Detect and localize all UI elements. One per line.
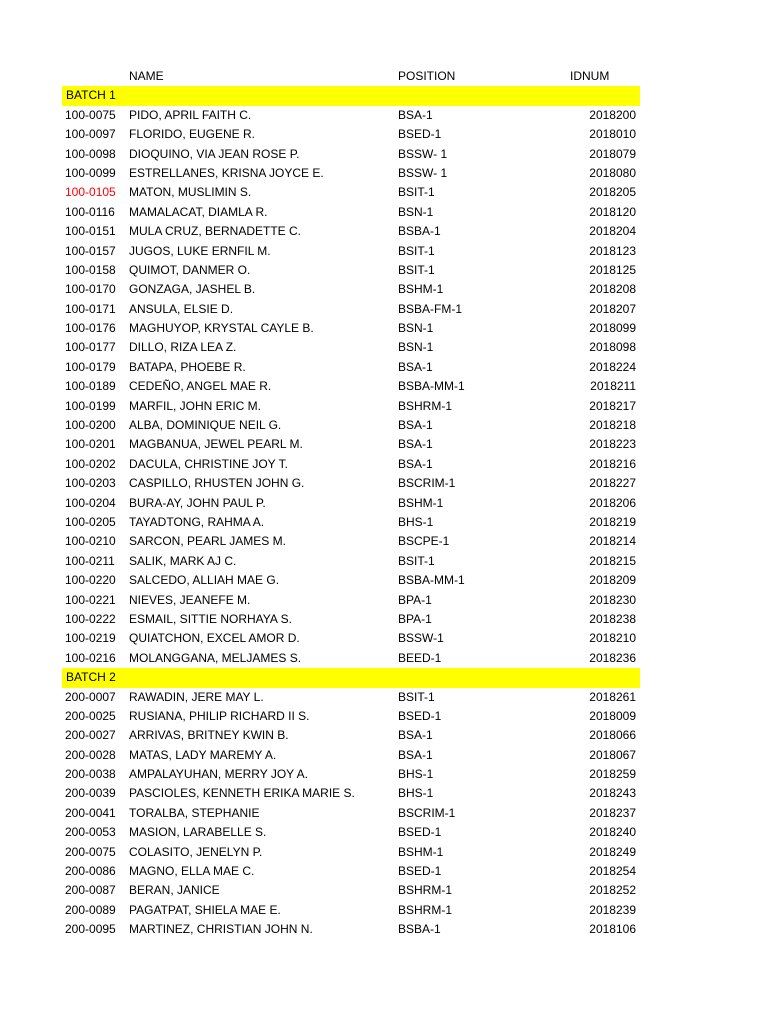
student-name-cell: DACULA, CHRISTINE JOY T.	[129, 456, 288, 471]
student-name-cell: MARFIL, JOHN ERIC M.	[129, 398, 262, 413]
student-name-cell: MASION, LARABELLE S.	[129, 825, 267, 840]
table-row	[62, 765, 640, 784]
student-code-cell: 100-0170	[65, 282, 116, 297]
student-code-cell: 100-0220	[65, 573, 116, 588]
student-code-cell: 200-0007	[65, 689, 116, 704]
position-cell: BSHRM-1	[398, 902, 453, 917]
idnum-cell: 2018218	[589, 418, 636, 433]
student-name-cell: MOLANGGANA, MELJAMES S.	[129, 650, 302, 665]
idnum-cell: 2018123	[589, 243, 636, 258]
position-cell: BSA-1	[398, 747, 433, 762]
idnum-cell: 2018215	[589, 553, 636, 568]
student-list-sheet	[62, 67, 640, 940]
position-cell: BEED-1	[398, 650, 442, 665]
idnum-cell: 2018209	[589, 573, 636, 588]
table-row	[62, 203, 640, 222]
position-cell: BSA-1	[398, 456, 433, 471]
student-code-cell: 100-0219	[65, 631, 116, 646]
table-row	[62, 435, 640, 454]
table-row	[62, 106, 640, 125]
student-code-cell: 200-0053	[65, 825, 116, 840]
position-cell: BSED-1	[398, 864, 442, 879]
student-code-cell: 200-0028	[65, 747, 116, 762]
table-row	[62, 823, 640, 842]
table-row	[62, 319, 640, 338]
position-cell: BSIT-1	[398, 553, 435, 568]
batch-header: BATCH 2	[62, 668, 640, 687]
idnum-cell: 2018236	[589, 650, 636, 665]
student-code-cell: 100-0189	[65, 379, 116, 394]
table-row	[62, 242, 640, 261]
position-cell: BSA-1	[398, 437, 433, 452]
student-code-cell: 100-0151	[65, 224, 116, 239]
position-cell: BSED-1	[398, 825, 442, 840]
idnum-cell: 2018254	[589, 864, 636, 879]
table-row	[62, 183, 640, 202]
student-name-cell: DILLO, RIZA LEA Z.	[129, 340, 237, 355]
table-row	[62, 300, 640, 319]
student-code-cell: 100-0098	[65, 146, 116, 161]
idnum-cell: 2018079	[589, 146, 636, 161]
column-header-row	[62, 67, 640, 86]
position-cell: BSHM-1	[398, 282, 444, 297]
student-code-cell: 100-0211	[65, 553, 115, 568]
student-name-cell: SALIK, MARK AJ C.	[129, 553, 237, 568]
student-name-cell: ALBA, DOMINIQUE NEIL G.	[129, 418, 282, 433]
position-cell: BSHRM-1	[398, 398, 453, 413]
table-row	[62, 455, 640, 474]
idnum-cell: 2018120	[589, 204, 636, 219]
student-code-cell: 100-0176	[65, 321, 116, 336]
student-code-cell: 100-0105	[65, 185, 116, 200]
table-row	[62, 416, 640, 435]
table-row	[62, 513, 640, 532]
idnum-cell: 2018217	[589, 398, 636, 413]
idnum-cell: 2018239	[589, 902, 636, 917]
position-cell: BHS-1	[398, 514, 434, 529]
student-code-cell: 100-0204	[65, 495, 116, 510]
position-cell: BSCPE-1	[398, 534, 450, 549]
student-name-cell: PAGATPAT, SHIELA MAE E.	[129, 902, 281, 917]
student-code-cell: 100-0199	[65, 398, 116, 413]
idnum-cell: 2018125	[589, 262, 636, 277]
position-cell: BSBA-1	[398, 224, 441, 239]
student-name-cell: PASCIOLES, KENNETH ERIKA MARIE S.	[129, 786, 355, 801]
table-row	[62, 358, 640, 377]
student-name-cell: BATAPA, PHOEBE R.	[129, 359, 246, 374]
student-code-cell: 200-0041	[65, 805, 116, 820]
position-cell: BHS-1	[398, 767, 434, 782]
student-name-cell: CASPILLO, RHUSTEN JOHN G.	[129, 476, 305, 491]
idnum-cell: 2018237	[589, 805, 636, 820]
student-name-cell: AMPALAYUHAN, MERRY JOY A.	[129, 767, 308, 782]
student-code-cell: 200-0038	[65, 767, 116, 782]
table-row	[62, 707, 640, 726]
table-row	[62, 649, 640, 668]
student-name-cell: DIOQUINO, VIA JEAN ROSE P.	[129, 146, 300, 161]
idnum-cell: 2018216	[589, 456, 636, 471]
table-row	[62, 571, 640, 590]
student-name-cell: MAGBANUA, JEWEL PEARL M.	[129, 437, 303, 452]
position-cell: BHS-1	[398, 786, 434, 801]
student-code-cell: 100-0202	[65, 456, 116, 471]
student-name-cell: QUIATCHON, EXCEL AMOR D.	[129, 631, 300, 646]
position-column-header: POSITION	[398, 69, 456, 83]
table-row	[62, 920, 640, 939]
table-row	[62, 804, 640, 823]
student-name-cell: NIEVES, JEANEFE M.	[129, 592, 251, 607]
student-name-cell: COLASITO, JENELYN P.	[129, 844, 263, 859]
table-row	[62, 862, 640, 881]
student-name-cell: CEDEÑO, ANGEL MAE R.	[129, 379, 272, 394]
table-row	[62, 881, 640, 900]
student-code-cell: 200-0087	[65, 883, 116, 898]
position-cell: BSSW- 1	[398, 146, 448, 161]
idnum-cell: 2018066	[589, 728, 636, 743]
table-row	[62, 901, 640, 920]
idnum-cell: 2018009	[589, 708, 636, 723]
student-code-cell: 100-0171	[65, 301, 116, 316]
idnum-cell: 2018214	[589, 534, 636, 549]
table-row	[62, 532, 640, 551]
student-name-cell: ANSULA, ELSIE D.	[129, 301, 234, 316]
student-code-cell: 100-0158	[65, 262, 116, 277]
student-code-cell: 100-0200	[65, 418, 116, 433]
student-name-cell: RUSIANA, PHILIP RICHARD II S.	[129, 708, 310, 723]
student-code-cell: 100-0157	[65, 243, 116, 258]
student-name-cell: TAYADTONG, RAHMA A.	[129, 514, 265, 529]
position-cell: BSBA-MM-1	[398, 573, 465, 588]
student-name-cell: MULA CRUZ, BERNADETTE C.	[129, 224, 302, 239]
position-cell: BSED-1	[398, 127, 442, 142]
position-cell: BSIT-1	[398, 243, 435, 258]
position-cell: BSN-1	[398, 321, 434, 336]
idnum-cell: 2018249	[589, 844, 636, 859]
idnum-cell: 2018240	[589, 825, 636, 840]
position-cell: BSHM-1	[398, 844, 444, 859]
position-cell: BSCRIM-1	[398, 476, 456, 491]
idnum-cell: 2018259	[589, 767, 636, 782]
student-code-cell: 200-0027	[65, 728, 116, 743]
student-name-cell: SARCON, PEARL JAMES M.	[129, 534, 286, 549]
position-cell: BSSW-1	[398, 631, 444, 646]
position-cell: BSA-1	[398, 107, 433, 122]
batch-header: BATCH 1	[62, 86, 640, 105]
student-code-cell: 100-0210	[65, 534, 116, 549]
idnum-cell: 2018224	[589, 359, 636, 374]
student-name-cell: MATAS, LADY MAREMY A.	[129, 747, 277, 762]
idnum-cell: 2018205	[589, 185, 636, 200]
student-code-cell: 100-0177	[65, 340, 116, 355]
student-name-cell: ESMAIL, SITTIE NORHAYA S.	[129, 611, 292, 626]
idnum-cell: 2018207	[589, 301, 636, 316]
table-row	[62, 629, 640, 648]
table-row	[62, 688, 640, 707]
rows-container	[62, 86, 640, 939]
table-row	[62, 125, 640, 144]
student-name-cell: ARRIVAS, BRITNEY KWIN B.	[129, 728, 289, 743]
student-name-cell: JUGOS, LUKE ERNFIL M.	[129, 243, 271, 258]
student-name-cell: FLORIDO, EUGENE R.	[129, 127, 256, 142]
student-code-cell: 100-0116	[65, 204, 115, 219]
student-code-cell: 200-0095	[65, 922, 116, 937]
position-cell: BSA-1	[398, 418, 433, 433]
table-row	[62, 784, 640, 803]
student-code-cell: 100-0203	[65, 476, 116, 491]
student-name-cell: TORALBA, STEPHANIE	[129, 805, 260, 820]
student-code-cell: 100-0097	[65, 127, 116, 142]
idnum-cell: 2018219	[589, 514, 636, 529]
student-code-cell: 200-0075	[65, 844, 116, 859]
student-name-cell: BERAN, JANICE	[129, 883, 220, 898]
student-code-cell: 200-0025	[65, 708, 116, 723]
position-cell: BSED-1	[398, 708, 442, 723]
table-row	[62, 552, 640, 571]
position-cell: BSA-1	[398, 728, 433, 743]
position-cell: BSN-1	[398, 340, 434, 355]
table-row	[62, 610, 640, 629]
student-code-cell: 200-0086	[65, 864, 116, 879]
idnum-cell: 2018200	[589, 107, 636, 122]
student-code-cell: 100-0205	[65, 514, 116, 529]
idnum-cell: 2018230	[589, 592, 636, 607]
table-row	[62, 726, 640, 745]
student-name-cell: GONZAGA, JASHEL B.	[129, 282, 256, 297]
idnum-cell: 2018010	[589, 127, 636, 142]
idnum-cell: 2018208	[589, 282, 636, 297]
student-code-cell: 100-0216	[65, 650, 116, 665]
position-cell: BSIT-1	[398, 262, 435, 277]
student-code-cell: 200-0089	[65, 902, 116, 917]
position-cell: BSHRM-1	[398, 883, 453, 898]
position-cell: BSBA-FM-1	[398, 301, 463, 316]
student-code-cell: 100-0222	[65, 611, 116, 626]
position-cell: BSIT-1	[398, 185, 435, 200]
idnum-cell: 2018243	[589, 786, 636, 801]
table-row	[62, 377, 640, 396]
student-name-cell: QUIMOT, DANMER O.	[129, 262, 251, 277]
position-cell: BSBA-MM-1	[398, 379, 465, 394]
idnum-cell: 2018210	[589, 631, 636, 646]
student-code-cell: 100-0075	[65, 107, 116, 122]
table-row	[62, 746, 640, 765]
table-row	[62, 338, 640, 357]
student-code-cell: 100-0201	[65, 437, 116, 452]
idnum-cell: 2018099	[589, 321, 636, 336]
position-cell: BSHM-1	[398, 495, 444, 510]
idnum-cell: 2018067	[589, 747, 636, 762]
student-name-cell: MATON, MUSLIMIN S.	[129, 185, 252, 200]
idnum-cell: 2018227	[589, 476, 636, 491]
position-cell: BSIT-1	[398, 689, 435, 704]
position-cell: BPA-1	[398, 592, 432, 607]
idnum-cell: 2018211	[590, 379, 636, 394]
idnum-cell: 2018206	[589, 495, 636, 510]
position-cell: BSSW- 1	[398, 165, 448, 180]
idnum-cell: 2018098	[589, 340, 636, 355]
table-row	[62, 843, 640, 862]
idnum-cell: 2018252	[589, 883, 636, 898]
student-code-cell: 100-0221	[65, 592, 116, 607]
idnum-column-header: IDNUM	[570, 69, 610, 83]
position-cell: BSN-1	[398, 204, 434, 219]
table-row	[62, 222, 640, 241]
table-row	[62, 591, 640, 610]
student-name-cell: RAWADIN, JERE MAY L.	[129, 689, 264, 704]
student-name-cell: MAGHUYOP, KRYSTAL CAYLE B.	[129, 321, 314, 336]
student-name-cell: PIDO, APRIL FAITH C.	[129, 107, 252, 122]
table-row	[62, 164, 640, 183]
idnum-cell: 2018106	[589, 922, 636, 937]
student-name-cell: MAGNO, ELLA MAE C.	[129, 864, 255, 879]
idnum-cell: 2018204	[589, 224, 636, 239]
table-row	[62, 280, 640, 299]
table-row	[62, 397, 640, 416]
student-name-cell: ESTRELLANES, KRISNA JOYCE E.	[129, 165, 324, 180]
position-cell: BPA-1	[398, 611, 432, 626]
table-row	[62, 474, 640, 493]
table-row	[62, 261, 640, 280]
position-cell: BSBA-1	[398, 922, 441, 937]
student-name-cell: BURA-AY, JOHN PAUL P.	[129, 495, 266, 510]
table-row	[62, 145, 640, 164]
position-cell: BSCRIM-1	[398, 805, 456, 820]
student-name-cell: SALCEDO, ALLIAH MAE G.	[129, 573, 280, 588]
table-row	[62, 494, 640, 513]
idnum-cell: 2018261	[589, 689, 636, 704]
student-name-cell: MARTINEZ, CHRISTIAN JOHN N.	[129, 922, 313, 937]
idnum-cell: 2018238	[589, 611, 636, 626]
idnum-cell: 2018080	[589, 165, 636, 180]
idnum-cell: 2018223	[589, 437, 636, 452]
name-column-header: NAME	[129, 69, 164, 83]
student-code-cell: 200-0039	[65, 786, 116, 801]
student-name-cell: MAMALACAT, DIAMLA R.	[129, 204, 268, 219]
position-cell: BSA-1	[398, 359, 433, 374]
student-code-cell: 100-0179	[65, 359, 116, 374]
student-code-cell: 100-0099	[65, 165, 116, 180]
